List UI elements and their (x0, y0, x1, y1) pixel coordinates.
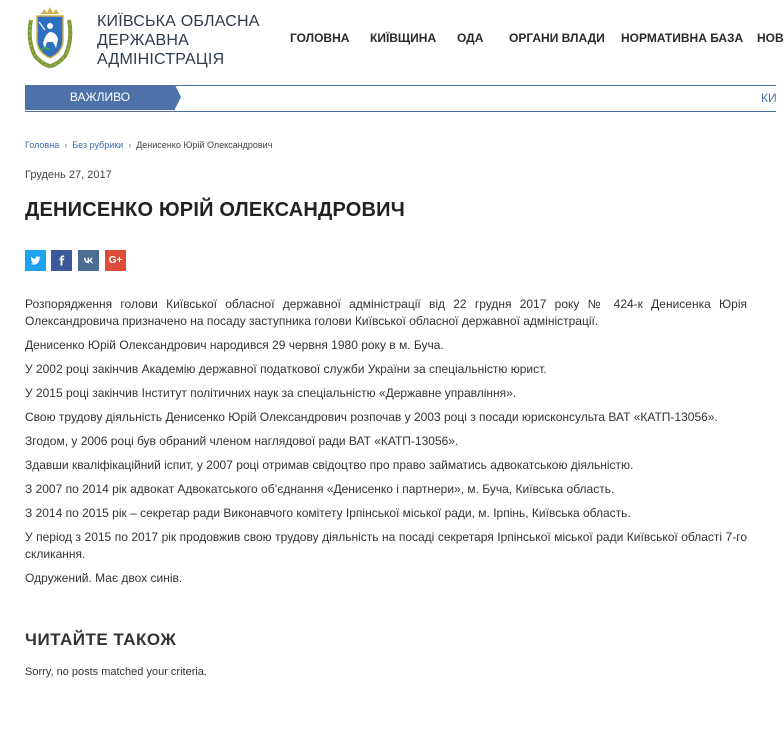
article-paragraph: У період з 2015 по 2017 рік продовжив свою трудову діяльність на посаді секретаря Ірпінської міської ради Київської області 7-го скликання. (25, 530, 747, 561)
breadcrumb-current: Денисенко Юрій Олександрович (136, 140, 273, 150)
vk-icon (82, 255, 95, 266)
article-paragraph: З 2014 по 2015 рік – секретар ради Виконавчого комітету Ірпінської міської ради, м. Ірпінь, Київська область. (25, 506, 631, 520)
read-also-heading: ЧИТАЙТЕ ТАКОЖ (25, 630, 177, 649)
org-name-line-2: ДЕРЖАВНА (97, 32, 189, 49)
google-plus-icon: G+ (108, 255, 123, 266)
article-paragraph: З 2007 по 2014 рік адвокат Адвокатського об’єднання «Денисенко і партнери», м. Буча, Київська область. (25, 482, 615, 496)
ticker-headline[interactable]: КИ (761, 91, 777, 105)
article-paragraph: Денисенко Юрій Олександрович народився 29 червня 1980 року в м. Буча. (25, 338, 444, 352)
nav-item-oda[interactable]: ОДА (457, 31, 484, 45)
organization-name[interactable] (97, 12, 267, 69)
facebook-share-button[interactable] (51, 250, 72, 271)
breadcrumb-home[interactable]: Головна (25, 140, 60, 150)
article-body (25, 296, 747, 594)
breadcrumb-separator-icon: › (128, 140, 132, 150)
vk-share-button[interactable] (78, 250, 99, 271)
article-paragraph: Здавши кваліфікаційний іспит, у 2007 році отримав свідоцтво про право займатись адвокатською діяльністю. (25, 458, 634, 472)
important-badge-arrow (175, 85, 181, 109)
breadcrumb-category[interactable]: Без рубрики (72, 140, 124, 150)
google-plus-share-button[interactable] (105, 250, 126, 271)
important-badge: ВАЖЛИВО (25, 85, 175, 110)
org-name-line-3: АДМІНІСТРАЦІЯ (97, 51, 225, 68)
nav-item-home[interactable]: ГОЛОВНА (290, 31, 350, 45)
article-paragraph: Згодом, у 2006 році був обраний членом наглядової ради ВАТ «КАТП-13056». (25, 434, 459, 448)
article-paragraph: Свою трудову діяльність Денисенко Юрій Олександрович розпочав у 2003 році з посади юрисконсульта ВАТ «КАТП-13056». (25, 410, 718, 424)
article-paragraph: Розпорядження голови Київської обласної державної адміністрації від 22 грудня 2017 року № 424-к Денисенка Юрія Олександровича призначено на посаду заступника голови Київської обласної державної адміністрації. (25, 297, 747, 328)
breadcrumb-separator-icon: › (64, 140, 68, 150)
coat-of-arms-logo[interactable] (25, 6, 75, 68)
article-paragraph: У 2015 році закінчив Інститут політичних наук за спеціальністю «Державне управління». (25, 386, 517, 400)
post-date: Грудень 27, 2017 (25, 169, 112, 181)
facebook-icon (56, 255, 67, 266)
page-title: ДЕНИСЕНКО ЮРІЙ ОЛЕКСАНДРОВИЧ (25, 199, 405, 221)
twitter-share-button[interactable] (25, 250, 46, 271)
twitter-icon (30, 255, 41, 266)
article-paragraph: Одружений. Має двох синів. (25, 571, 183, 585)
org-name-line-1: КИЇВСЬКА ОБЛАСНА (97, 13, 260, 30)
no-posts-message: Sorry, no posts matched your criteria. (25, 666, 207, 678)
breadcrumb (25, 140, 272, 150)
nav-item-kyiv-region[interactable]: КИЇВЩИНА (370, 31, 437, 45)
article-paragraph: У 2002 році закінчив Академію державної податкової служби України за спеціальністю юрист. (25, 362, 547, 376)
nav-item-regulations[interactable]: НОРМАТИВНА БАЗА (621, 31, 744, 45)
nav-item-authorities[interactable]: ОРГАНИ ВЛАДИ (509, 31, 605, 45)
nav-item-news[interactable]: НОВ (757, 31, 784, 45)
